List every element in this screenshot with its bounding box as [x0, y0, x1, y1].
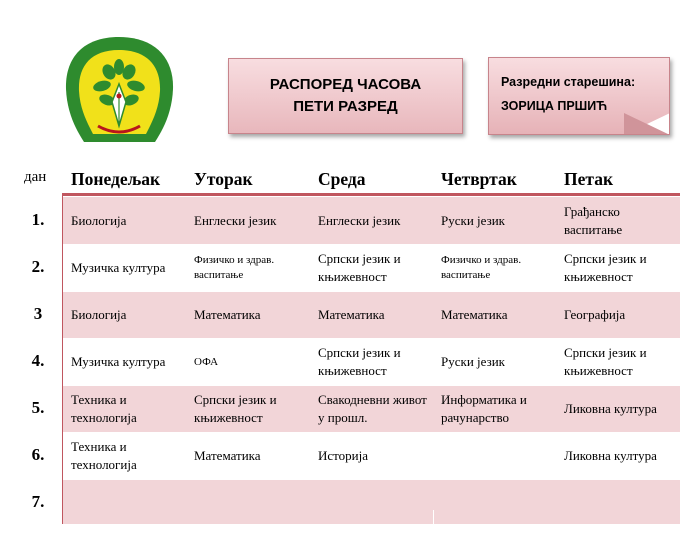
- cell-thursday: [441, 480, 559, 524]
- header-wednesday: Среда: [318, 169, 366, 189]
- cell-thursday: Информатика и рачунарство: [441, 392, 527, 425]
- cell-friday: [564, 480, 676, 524]
- period-number: 5.: [31, 398, 45, 417]
- cell-monday: Техника и технологија: [71, 439, 137, 472]
- class-teacher-label: Разредни старешина:: [501, 75, 636, 89]
- header-thursday: Четвртак: [441, 169, 517, 189]
- cell-friday: Српски језик и књижевност: [564, 345, 647, 378]
- cell-wednesday: Историја: [318, 448, 369, 463]
- cell-tuesday: ОФА: [194, 355, 219, 368]
- cell-wednesday: Енглески језик: [318, 212, 401, 228]
- cell-tuesday: [194, 480, 312, 524]
- header-day: дан: [24, 169, 47, 185]
- schedule-title: РАСПОРЕД ЧАСОВА: [269, 76, 422, 93]
- header-tuesday: Уторак: [194, 169, 253, 189]
- cell-wednesday: [318, 480, 436, 524]
- header-friday: Петак: [564, 169, 614, 189]
- left-rule: [62, 196, 63, 524]
- class-teacher-box: [488, 57, 670, 135]
- cell-wednesday: Српски језик и књижевност: [318, 251, 401, 284]
- cell-monday: Биологија: [71, 212, 127, 228]
- cell-wednesday: Свакодневни живот у прошл.: [318, 392, 427, 425]
- cell-friday: Грађанско васпитање: [564, 203, 623, 237]
- cell-tuesday: Математика: [194, 307, 261, 322]
- page-curl-shadow: [624, 113, 670, 135]
- cell-friday: Ликовна култура: [564, 401, 657, 416]
- period-number: 7.: [31, 492, 45, 511]
- period-number: 4.: [31, 351, 45, 370]
- cell-friday: Географија: [564, 307, 626, 322]
- cell-monday: Музичка култура: [71, 260, 166, 275]
- period-number: 3: [33, 304, 43, 323]
- cell-thursday: Физичко и здрав. васпитање: [441, 254, 522, 281]
- cell-tuesday: Физичко и здрав. васпитање: [194, 254, 275, 281]
- cell-thursday: Математика: [441, 307, 508, 322]
- period-number: 1.: [31, 210, 45, 229]
- cell-wednesday: Математика: [318, 307, 385, 322]
- cell-monday: Музичка култура: [71, 354, 166, 369]
- school-logo: [62, 34, 177, 144]
- cell-monday: Техника и технологија: [71, 392, 137, 425]
- cell-monday: [71, 480, 189, 524]
- grade-title: ПЕТИ РАЗРЕД: [293, 98, 398, 115]
- cell-tuesday: Српски језик и књижевност: [194, 392, 277, 425]
- period-number: 6.: [31, 445, 45, 464]
- cell-thursday: Руски језик: [441, 354, 505, 369]
- period-number: 2.: [31, 257, 45, 276]
- cell-monday: Биологија: [71, 307, 127, 322]
- schedule-title-box: [228, 58, 463, 134]
- cell-thursday: [441, 432, 559, 480]
- cell-friday: Српски језик и књижевност: [564, 251, 647, 284]
- header-monday: Понедељак: [71, 169, 161, 189]
- cell-friday: Ликовна култура: [564, 448, 657, 463]
- cell-tuesday: Енглески језик: [194, 212, 277, 228]
- cell-tuesday: Математика: [194, 448, 261, 463]
- cell-thursday: Руски језик: [441, 212, 505, 228]
- class-teacher-name: ЗОРИЦА ПРШИЋ: [501, 99, 608, 113]
- cell-wednesday: Српски језик и књижевност: [318, 345, 401, 378]
- header-rule: [62, 193, 680, 196]
